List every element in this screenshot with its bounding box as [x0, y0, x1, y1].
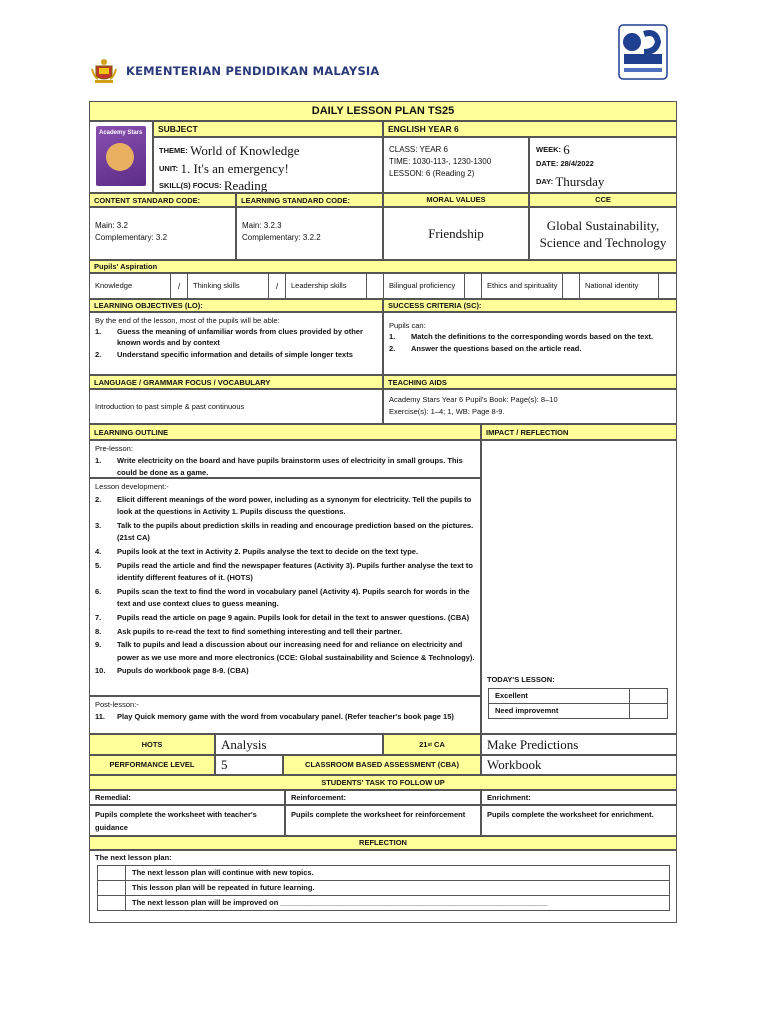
lo-header: LEARNING OBJECTIVES (LO):	[89, 299, 383, 312]
list-item-text: Pupils look at the text in Activity 2. Pupils analyse the text to decide on the text type.	[117, 546, 419, 556]
aids-header: TEACHING AIDS	[383, 375, 677, 389]
learning-standard-comp: Complementary: 3.2.2	[242, 233, 321, 242]
list-item-number: 11.	[95, 712, 106, 721]
list-item-number: 3.	[95, 520, 102, 530]
ministry-header	[90, 56, 380, 86]
theme-line	[159, 140, 377, 157]
ca-label-sup: st	[427, 741, 432, 748]
ts25-logo-icon	[618, 24, 668, 80]
list-item-text: Ask pupils to re-read the text to find something interesting and tell their partner.	[117, 626, 403, 636]
list-item	[95, 626, 475, 639]
post-lesson-label: Post-lesson:-	[95, 700, 139, 709]
aspiration-national: National identity	[585, 281, 639, 290]
lo-intro: By the end of the lesson, most of the pupils will be able:	[95, 316, 280, 325]
aspiration-bilingual: Bilingual proficiency	[389, 281, 456, 290]
skill-label: SKILL(S) FOCUS:	[159, 181, 222, 190]
reinforcement-label: Reinforcement:	[285, 790, 481, 805]
subject-value: ENGLISH YEAR 6	[383, 121, 677, 137]
list-item	[95, 665, 475, 678]
aspiration-leadership-box	[366, 274, 384, 298]
aids-line2: Exercise(s): 1–4; 1, WB: Page 8-9.	[389, 407, 505, 416]
development-label: Lesson development:-	[95, 482, 169, 491]
list-item-number: 1.	[95, 327, 102, 336]
list-item-number: 1.	[389, 332, 396, 341]
need-improvement-checkbox[interactable]	[629, 703, 668, 719]
list-item-text: Match the definitions to the corresponding words based on the text.	[411, 332, 654, 341]
reflection-option-3: The next lesson plan will be improved on ________________________________________________________________	[125, 895, 670, 911]
aspiration-header: Pupils' Aspiration	[89, 260, 677, 273]
unit-value: 1. It's an emergency!	[180, 161, 289, 176]
reflection-cell	[89, 850, 677, 923]
learning-standard-header: LEARNING STANDARD CODE:	[236, 193, 383, 207]
day-value: Thursday	[555, 174, 605, 189]
pre-lesson-list	[95, 455, 475, 478]
ca-label	[383, 734, 481, 755]
list-item-text: Write electricity on the board and have pupils brainstorm uses of electricity in small groups. This could be done as a game.	[117, 456, 463, 477]
next-lesson-label: The next lesson plan:	[95, 853, 172, 862]
unit-label: UNIT:	[159, 164, 179, 173]
sc-intro: Pupils can:	[389, 321, 426, 330]
enrichment-label: Enrichment:	[481, 790, 677, 805]
language-header: LANGUAGE / GRAMMAR FOCUS / VOCABULARY	[89, 375, 383, 389]
reflection-header: REFLECTION	[89, 836, 677, 850]
list-item	[95, 639, 475, 664]
skill-line	[159, 175, 377, 192]
list-item-number: 1.	[95, 456, 102, 465]
need-improvement-option: Need improvemnt	[488, 703, 630, 719]
book-cover-cell	[89, 121, 153, 193]
list-item-text: Pupils read the article on page 9 again. Pupils look for detail in the text to answer questions. (CBA)	[117, 612, 470, 622]
development-list	[95, 494, 475, 678]
aspiration-ethics-box	[562, 274, 580, 298]
list-item-text: Play Quick memory game with the word from vocabulary panel. (Refer teacher's book page 15)	[117, 712, 454, 721]
list-item-text: Talk to pupils and lead a discussion about our increasing need for and reliance on electricity and power as we use more and more electronics (CCE: Global sustainability and Science & Technology).	[117, 640, 475, 662]
task-header: STUDENTS' TASK TO FOLLOW UP	[89, 775, 677, 790]
plan-title: DAILY LESSON PLAN TS25	[89, 101, 677, 121]
list-item	[95, 326, 377, 348]
book-cover-title: Academy Stars	[99, 130, 143, 136]
learning-standard-main: Main: 3.2.3	[242, 221, 282, 230]
list-item	[95, 455, 475, 478]
list-item-number: 2.	[95, 350, 102, 359]
aids-line1: Academy Stars Year 6 Pupil's Book: Page(s): 8–10	[389, 395, 558, 404]
sc-cell	[383, 312, 677, 375]
list-item-text: Guess the meaning of unfamiliar words from clues provided by other known words and by context	[117, 327, 363, 347]
list-item-text: Elicit different meanings of the word power, including as a synonym for electricity. Tell the pupils to look at the questions in Activity 1. Pupils discuss the questions.	[117, 494, 472, 517]
reflection-checkbox-3[interactable]	[97, 895, 126, 911]
reflection-checkbox-2[interactable]	[97, 880, 126, 896]
list-item	[389, 331, 671, 342]
list-item	[95, 560, 475, 585]
list-item-text: Understand specific information and details of simple longer texts	[117, 350, 353, 359]
cce-header: CCE	[529, 193, 677, 207]
list-item-text: Talk to the pupils about prediction skills in reading and encourage prediction based on the pictures. (21st CA)	[117, 520, 474, 543]
week-line	[536, 140, 670, 156]
reflection-option-1: The next lesson plan will continue with new topics.	[125, 865, 670, 881]
week-label: WEEK:	[536, 145, 561, 154]
language-focus: Introduction to past simple & past continuous	[89, 389, 383, 424]
content-standard-cell	[89, 207, 236, 260]
week-cell	[529, 137, 677, 193]
list-item-text: Pupuls do workbook page 8-9. (CBA)	[117, 666, 249, 676]
aspiration-row	[89, 273, 677, 299]
post-lesson-cell	[89, 696, 481, 734]
day-label: DAY:	[536, 177, 554, 186]
list-item-number: 9.	[95, 640, 102, 650]
cce-value: Global Sustainability, Science and Technology	[529, 207, 677, 260]
excellent-option: Excellent	[488, 688, 630, 704]
ca-value: Make Predictions	[481, 734, 677, 755]
hots-value: Analysis	[215, 734, 383, 755]
unit-line	[159, 157, 377, 175]
aspiration-thinking-mark: /	[268, 274, 286, 298]
list-item	[95, 586, 475, 611]
list-item-number: 4.	[95, 546, 102, 556]
cba-value: Workbook	[481, 755, 677, 775]
list-item-text: Pupils scan the text to find the word in vocabulary panel (Activity 4). Pupils search for words in the text and use context clues to guess meaning.	[117, 586, 470, 609]
lo-list	[95, 326, 377, 360]
list-item-number: 10.	[95, 666, 106, 676]
list-item-number: 2.	[95, 494, 102, 504]
performance-label: PERFORMANCE LEVEL	[89, 755, 215, 775]
list-item-number: 2.	[389, 344, 396, 353]
ministry-name: KEMENTERIAN PENDIDIKAN MALAYSIA	[126, 64, 380, 78]
moral-value: Friendship	[383, 207, 529, 260]
sc-list	[389, 331, 671, 354]
development-cell	[89, 478, 481, 696]
class-cell	[383, 137, 529, 193]
time-text: TIME: 1030-113-, 1230-1300	[389, 157, 492, 166]
theme-cell	[153, 137, 383, 193]
aspiration-national-box	[658, 274, 676, 298]
impact-cell	[481, 440, 677, 734]
list-item	[95, 494, 475, 519]
aspiration-ethics: Ethics and spirituality	[487, 281, 558, 290]
theme-value: World of Knowledge	[190, 143, 300, 158]
hots-label: HOTS	[89, 734, 215, 755]
aspiration-leadership: Leadership skills	[291, 281, 347, 290]
remedial-text: Pupils complete the worksheet with teacher's guidance	[89, 805, 285, 836]
ca-label-suffix: CA	[431, 739, 445, 749]
list-item	[95, 612, 475, 625]
list-item-text: Answer the questions based on the article read.	[411, 344, 582, 353]
content-standard-main: Main: 3.2	[95, 221, 128, 230]
content-standard-header: CONTENT STANDARD CODE:	[89, 193, 236, 207]
aspiration-bilingual-box	[464, 274, 482, 298]
reinforcement-text: Pupils complete the worksheet for reinforcement	[285, 805, 481, 836]
list-item	[389, 343, 671, 354]
list-item-number: 6.	[95, 586, 102, 596]
todays-lesson-label: TODAY'S LESSON:	[487, 675, 555, 684]
skill-value: Reading	[223, 178, 268, 193]
reflection-option-2: This lesson plan will be repeated in future learning.	[125, 880, 670, 896]
list-item	[95, 349, 377, 360]
list-item-number: 8.	[95, 626, 102, 636]
post-lesson-list	[95, 711, 475, 723]
week-value: 6	[563, 142, 570, 157]
list-item-number: 7.	[95, 612, 102, 622]
list-item	[95, 711, 475, 723]
ca-label-number: 21	[419, 739, 428, 749]
malaysia-crest-icon	[90, 57, 118, 85]
date-text: DATE: 28/4/2022	[536, 159, 594, 168]
subject-label: SUBJECT	[153, 121, 383, 137]
pre-lesson-label: Pre-lesson:	[95, 444, 133, 453]
day-line	[536, 170, 670, 188]
aspiration-thinking: Thinking skills	[193, 281, 240, 290]
list-item-text: Pupils read the article and find the newspaper features (Activity 3). Pupils further analyse the text to identify different features of it. (HOTS)	[117, 560, 473, 583]
moral-values-header: MORAL VALUES	[383, 193, 529, 207]
list-item-number: 5.	[95, 560, 102, 570]
aids-cell	[383, 389, 677, 424]
outline-header: LEARNING OUTLINE	[89, 424, 481, 440]
book-cover-character	[106, 143, 134, 171]
learning-standard-cell	[236, 207, 383, 260]
list-item	[95, 520, 475, 545]
reflection-checkbox-1[interactable]	[97, 865, 126, 881]
aspiration-knowledge: Knowledge	[95, 281, 133, 290]
aspiration-knowledge-mark: /	[170, 274, 188, 298]
theme-label: THEME:	[159, 146, 188, 155]
lesson-text: LESSON: 6 (Reading 2)	[389, 169, 475, 178]
remedial-label: Remedial:	[89, 790, 285, 805]
enrichment-text: Pupils complete the worksheet for enrichment.	[481, 805, 677, 836]
lo-cell	[89, 312, 383, 375]
class-text: CLASS: YEAR 6	[389, 145, 448, 154]
content-standard-comp: Complementary: 3.2	[95, 233, 168, 242]
sc-header: SUCCESS CRITERIA (SC):	[383, 299, 677, 312]
impact-header: IMPACT / REFLECTION	[481, 424, 677, 440]
list-item	[95, 546, 475, 559]
performance-value: 5	[215, 755, 283, 775]
cba-label: CLASSROOM BASED ASSESSMENT (CBA)	[283, 755, 481, 775]
pre-lesson-cell	[89, 440, 481, 478]
book-cover-image	[96, 126, 146, 186]
excellent-checkbox[interactable]	[629, 688, 668, 704]
